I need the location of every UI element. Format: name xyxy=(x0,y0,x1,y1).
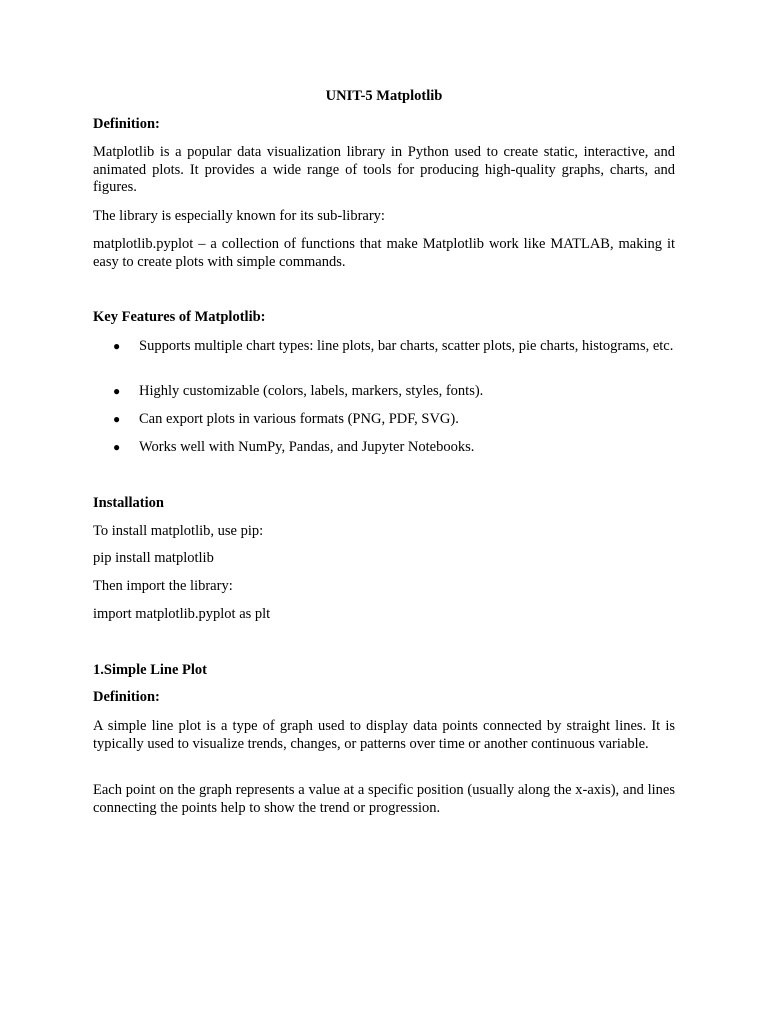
bullet-icon: ● xyxy=(113,339,121,353)
simple-line-heading: 1.Simple Line Plot xyxy=(93,662,207,678)
list-item xyxy=(93,383,675,401)
list-item-text: Can export plots in various formats (PNG, PDF, SVG). xyxy=(139,411,459,427)
bullet-icon: ● xyxy=(113,384,121,398)
definition-heading: Definition: xyxy=(93,116,160,132)
simple-line-definition-paragraph: A simple line plot is a type of graph used to display data points connected by straight lines. It is typically used to visualize trends, changes, or patterns over time or another continuous variable. xyxy=(93,718,675,752)
page-title: UNIT-5 Matplotlib xyxy=(325,88,443,104)
install-intro: To install matplotlib, use pip: xyxy=(93,523,264,539)
document-page xyxy=(93,0,675,1024)
import-command: import matplotlib.pyplot as plt xyxy=(93,606,271,622)
list-item-text: Supports multiple chart types: line plots, bar charts, scatter plots, pie charts, histograms, etc. xyxy=(139,338,674,354)
simple-line-definition-heading: Definition: xyxy=(93,689,160,705)
list-item xyxy=(93,338,675,374)
install-command: pip install matplotlib xyxy=(93,550,214,566)
list-item-text: Works well with NumPy, Pandas, and Jupyter Notebooks. xyxy=(139,439,475,455)
sublibrary-intro: The library is especially known for its sub-library: xyxy=(93,208,385,224)
pyplot-paragraph: matplotlib.pyplot – a collection of functions that make Matplotlib work like MATLAB, making it easy to create plots with simple commands. xyxy=(93,236,675,270)
bullet-icon: ● xyxy=(113,440,121,454)
list-item xyxy=(93,411,675,429)
simple-line-points-paragraph: Each point on the graph represents a value at a specific position (usually along the x-axis), and lines connecting the points help to show the trend or progression. xyxy=(93,782,675,816)
list-item xyxy=(93,439,675,457)
bullet-icon: ● xyxy=(113,412,121,426)
features-heading: Key Features of Matplotlib: xyxy=(93,309,266,325)
definition-paragraph: Matplotlib is a popular data visualization library in Python used to create static, interactive, and animated plots. It provides a wide range of tools for producing high-quality graphs, charts, and figures. xyxy=(93,144,675,195)
list-item-text: Highly customizable (colors, labels, markers, styles, fonts). xyxy=(139,383,484,399)
import-intro: Then import the library: xyxy=(93,578,233,594)
installation-heading: Installation xyxy=(93,495,164,511)
